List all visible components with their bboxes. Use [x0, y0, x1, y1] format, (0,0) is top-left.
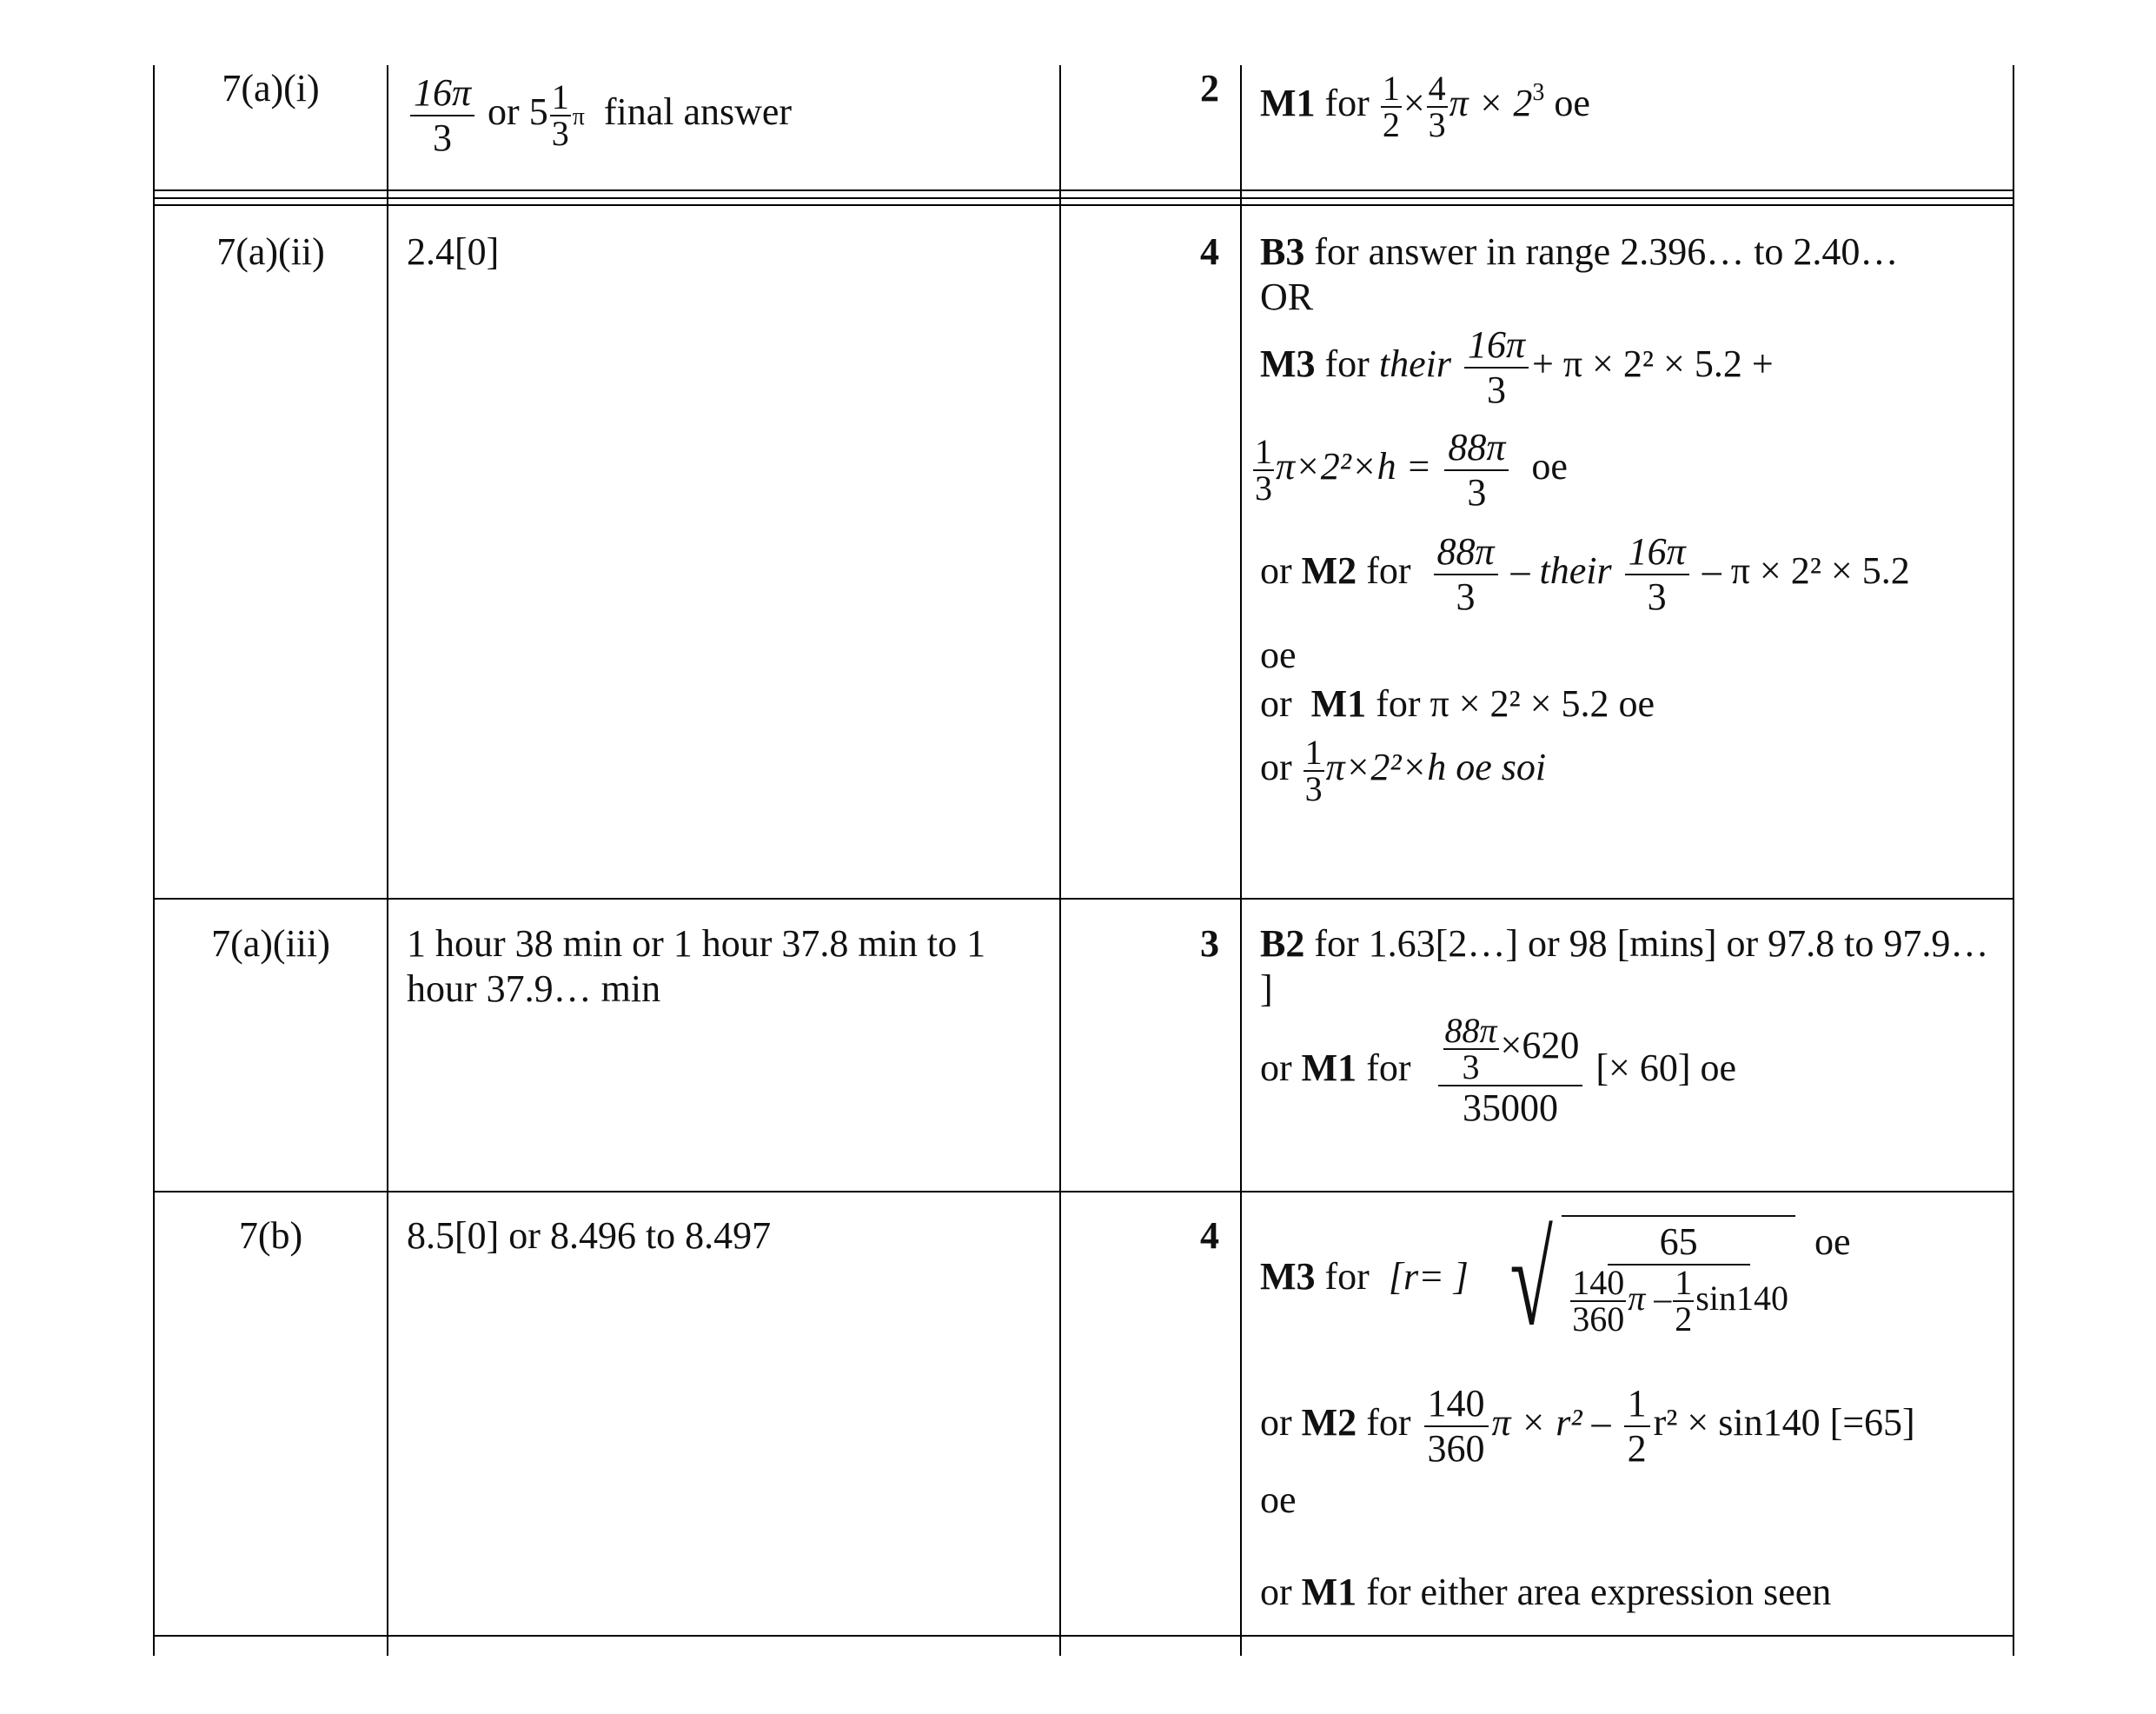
row-divider-1a	[153, 189, 2014, 191]
question-number: 7(b)	[238, 1214, 303, 1257]
guidance-b2: B2 for 1.63[2…] or 98 [mins] or 97.8 to 97.9… ]	[1260, 922, 1989, 1010]
row-divider-3	[153, 1191, 2014, 1192]
guidance-m2: or M2 for $\frac{140}{360}$ π × r² – $\frac{1}{2}$ r² × sin140 [=65]	[1260, 1382, 1915, 1470]
question-number: 7(a)(iii)	[211, 922, 330, 965]
guidance-m2: or M2 for $\frac{88\pi}{3}$ – their $\frac{16\pi}{3}$ – π × 2² × 5.2	[1260, 530, 1910, 618]
row-divider-2	[153, 898, 2014, 900]
column-divider-1	[387, 65, 388, 1656]
guidance-m1: or M1 for $\frac{88\pi}{3}$ ×620 35000 [× 60] oe	[1260, 1011, 1737, 1129]
mark-value: 3	[1200, 922, 1219, 965]
guidance-m3: M3 for [r= ] √ 65 $\frac{140}{360}$ π – $\frac{1}{2}$ sin140 oe	[1260, 1208, 1851, 1352]
answer-text: 8.5[0] or 8.496 to 8.497	[407, 1214, 772, 1257]
square-root: √ 65 $\frac{140}{360}$ π – $\frac{1}{2}$ sin140	[1496, 1215, 1795, 1345]
question-number: 7(a)(ii)	[216, 230, 325, 273]
nested-fraction: $\frac{88\pi}{3}$ ×620 35000	[1438, 1013, 1583, 1130]
guidance-oe: oe	[1260, 634, 1297, 676]
guidance-cell: M1 for $\frac{1}{2}$ × $\frac{4}{3}$ $\pi \times 2^3$ oe	[1260, 69, 1590, 144]
row-divider-4	[153, 1635, 2014, 1637]
mark-value: 2	[1200, 67, 1219, 110]
guidance-b3: B3 for answer in range 2.396… to 2.40…	[1260, 230, 1899, 273]
answer-fraction: $\frac{16\pi}{3}$	[410, 71, 474, 160]
table-border-right	[2013, 65, 2014, 1656]
row-divider-1c	[153, 204, 2014, 206]
radical-sign-icon: √	[1509, 1208, 1553, 1352]
column-divider-3	[1240, 65, 1242, 1656]
mark-value: 4	[1200, 230, 1219, 273]
guidance-m1: or M1 for either area expression seen	[1260, 1571, 1832, 1613]
guidance-or: OR	[1260, 276, 1314, 318]
guidance-m1: or M1 for π × 2² × 5.2 oe	[1260, 682, 1655, 725]
guidance-m3-line2: $\frac{1}{3}$ π×2²×h = $\frac{88\pi}{3}$ oe	[1255, 426, 1568, 514]
guidance-oe: oe	[1260, 1478, 1297, 1521]
answer-cell: $\frac{16\pi}{3}$ or 5 $\frac{1}{3}$ π final answer	[407, 71, 792, 160]
mark-value: 4	[1200, 1214, 1219, 1257]
question-number: 7(a)(i)	[222, 67, 320, 110]
row-divider-1b	[153, 197, 2014, 199]
mixed-fraction: $\frac{1}{3}$	[551, 77, 569, 153]
answer-text: 1 hour 38 min or 1 hour 37.8 min to 1 hour 37.9… min	[407, 922, 986, 1010]
guidance-m3: M3 for their $\frac{16\pi}{3}$ + π × 2² × 5.2 +	[1260, 323, 1774, 411]
table-border-left	[153, 65, 155, 1656]
answer-text: 2.4[0]	[407, 230, 500, 273]
column-divider-2	[1059, 65, 1061, 1656]
guidance-last: or $\frac{1}{3}$ π×2²×h oe soi	[1260, 733, 1547, 808]
